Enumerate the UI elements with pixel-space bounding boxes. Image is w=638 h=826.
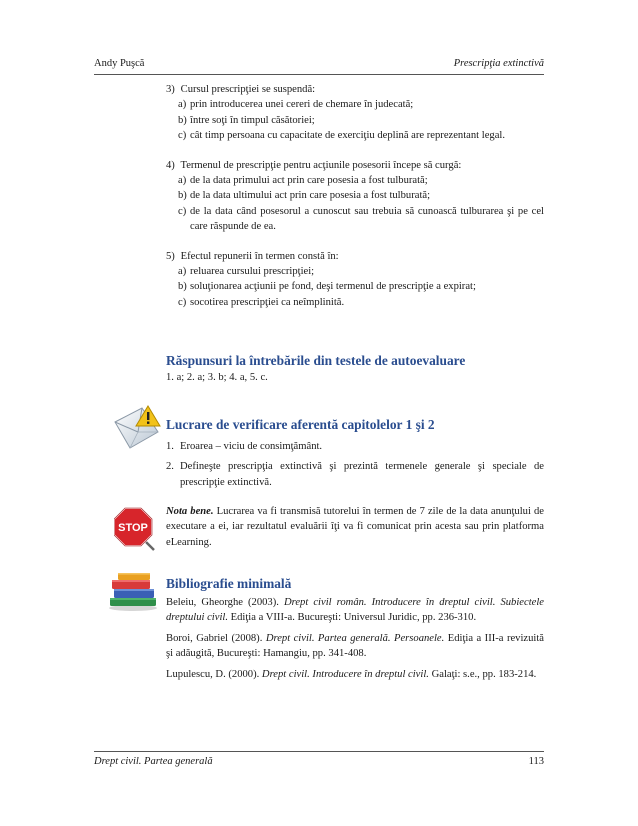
answer-option: b) soluţionarea acţiunii pe fond, deşi termenul de prescripţie a expirat;: [178, 281, 476, 293]
bibliography-entry: Beleiu, Gheorghe (2003). Drept civil român. Introducere în dreptul civil. Subiectele dreptului civil. Ediţia a VIII-a. Bucureşti: Universul Juridic, pp. 236-310.: [166, 597, 544, 624]
question-number: 4): [166, 159, 175, 171]
question-4: [166, 158, 544, 235]
page-number: 113: [528, 756, 544, 767]
header-author: Andy Puşcă: [94, 58, 145, 69]
answers-heading: Răspunsuri la întrebările din testele de autoevaluare: [166, 353, 466, 368]
verification-section: [166, 416, 544, 490]
answer-option: c) socotirea prescripţiei ca neîmplinită.: [178, 296, 345, 308]
answer-option: c) cât timp persoana cu capacitate de exerciţiu deplină are reprezentant legal.: [178, 130, 505, 142]
self-test-questions: [166, 82, 544, 324]
nota-bene-text: Lucrarea va fi transmisă tutorelui în termen de 7 zile de la data anunţului de executare a ei, iar rezultatul evaluării îţi va fi comunicat prin acesta sau prin platforma eLearning.: [166, 506, 545, 548]
stop-sign-icon: [114, 506, 158, 552]
bibliography-entry: Boroi, Gabriel (2008). Drept civil. Partea generală. Persoanele. Ediţia a III-a revizuită şi adăugită, Bucureşti: Hamangiu, pp. 341-408.: [166, 632, 544, 660]
page-header: [94, 58, 544, 72]
question-5: [166, 249, 544, 311]
books-stack-icon: [106, 572, 160, 612]
header-chapter: Prescripţia extinctivă: [453, 58, 544, 69]
verification-heading: Lucrare de verificare aferentă capitolelor 1 şi 2: [166, 417, 435, 432]
footer-course: Drept civil. Partea generală: [94, 756, 213, 767]
question-number: 5): [166, 250, 175, 262]
bibliography-heading: Bibliografie minimală: [166, 576, 292, 591]
question-3: [166, 82, 544, 144]
bibliography-entry: Lupulescu, D. (2000). Drept civil. Introducere în dreptul civil. Galaţi: s.e., pp. 183-214.: [166, 668, 537, 680]
question-number: 3): [166, 84, 175, 95]
answer-option: a) prin introducerea unei cereri de chemare în judecată;: [178, 99, 414, 111]
footer-rule: [94, 751, 544, 752]
answer-option: c) de la data când posesorul a cunoscut sau trebuia să cunoască tulburarea şi pe cel care răspunde de ea.: [178, 205, 544, 233]
nota-bene: [166, 504, 544, 550]
answers-section: [166, 352, 544, 385]
answers-text: 1. a; 2. a; 3. b; 4. a, 5. c.: [166, 372, 268, 383]
verification-item: 1. Eroarea – viciu de consimţământ.: [166, 441, 323, 452]
answer-option: b) între soţi în timpul căsătoriei;: [178, 114, 315, 126]
question-text: Cursul prescripţiei se suspendă:: [180, 84, 316, 95]
bibliography-section: [166, 575, 544, 687]
question-text: Efectul repunerii în termen constă în:: [180, 250, 339, 262]
question-text: Termenul de prescripţie pentru acţiunile posesorii începe să curgă:: [180, 159, 462, 171]
header-rule: [94, 74, 544, 75]
svg-text:STOP: STOP: [118, 522, 148, 534]
nota-bene-label: Nota bene.: [166, 506, 214, 517]
answer-option: a) reluarea cursului prescripţiei;: [178, 266, 315, 278]
answer-option: a) de la data primului act prin care posesia a fost tulburată;: [178, 175, 428, 187]
answer-option: b) de la data ultimului act prin care posesia a fost tulburată;: [178, 190, 431, 202]
envelope-warning-icon: [112, 402, 162, 452]
verification-item: 2. Defineşte prescripţia extinctivă şi prezintă termenele generale şi speciale de prescripţie extinctivă.: [166, 461, 544, 488]
